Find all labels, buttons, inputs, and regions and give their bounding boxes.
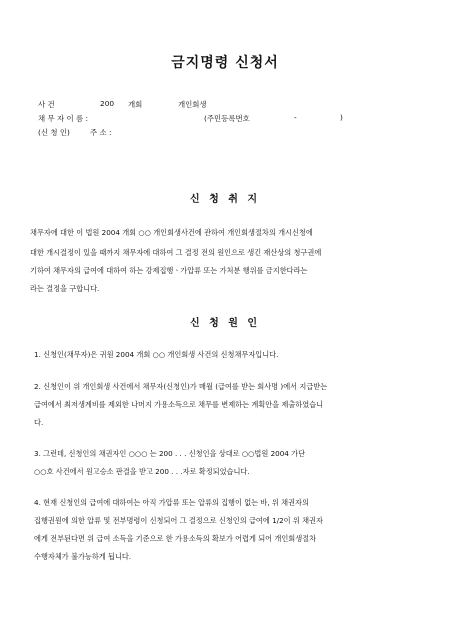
reasons-heading: 신 청 원 인 — [189, 318, 261, 329]
reason-line: 급여에서 최저생계비를 제외한 나머지 가용소득으로 채무를 변제하는 계획안을 제출하였습니 — [34, 400, 324, 409]
reason-line: 3. 그런데, 신청인의 채권자인 ○○○ 는 200 . . . 신청인을 상대로 ○○법원 2004 가단 — [34, 449, 306, 458]
case-kind: 개회 — [128, 100, 143, 109]
debtor-name-label: 채 무 자 이 름 : — [38, 114, 88, 123]
case-year: 200 — [100, 99, 115, 108]
reason-line: 1. 신청인(채무자)은 귀원 2004 개회 ○○ 개인회생 사건의 신청채무자입니다. — [34, 350, 279, 359]
reason-line: 에게 전부된다면 위 급여 소득을 기준으로 한 가용소득의 확보가 어렵게 되어 개인회생절차 — [34, 534, 317, 543]
document-title: 금지명령 신청서 — [171, 55, 279, 71]
reason-line: 2. 신청인이 위 개인회생 사건에서 채무자(신청인)가 매월 (급여를 받는 회사명 )에서 지급받는 — [34, 382, 328, 391]
resident-number-close: ) — [340, 113, 343, 122]
resident-number-label: (주민등록번호 — [204, 114, 250, 123]
case-label: 사 건 — [38, 100, 55, 109]
case-name: 개인회생 — [178, 100, 207, 109]
address-label: 주 소 : — [90, 128, 112, 137]
reason-line: 다. — [34, 418, 44, 427]
purpose-line: 라는 결정을 구합니다. — [30, 284, 100, 293]
resident-number-dash: - — [294, 113, 297, 122]
reason-line: ○○호 사건에서 원고승소 판결을 받고 200 . . .자로 확정되었습니다. — [34, 467, 250, 476]
reason-line: 집행권원에 의한 압류 및 전부명령이 신청되어 그 결정으로 신청인의 급여에 1/2이 위 채권자 — [34, 516, 323, 525]
reason-line: 4. 현재 신청인의 급여에 대하여는 아직 가압류 또는 압류의 집행이 없는 바, 위 채권자의 — [34, 498, 309, 507]
purpose-line: 대한 개시결정이 있을 때까지 채무자에 대하여 그 결정 전의 원인으로 생긴 재산상의 청구권에 — [30, 248, 322, 257]
purpose-line: 채무자에 대한 이 법원 2004 개회 ○○ 개인회생사건에 관하여 개인회생절차의 개시신청에 — [30, 228, 313, 237]
purpose-line: 기하여 채무자의 급여에 대하여 하는 강제집행ㆍ가압류 또는 가처분 행위를 금지한다라는 — [30, 266, 308, 275]
applicant-label: (신 청 인) — [38, 128, 70, 137]
reason-line: 수행자체가 불가능하게 됩니다. — [34, 552, 132, 561]
purpose-heading: 신 청 취 지 — [189, 194, 261, 205]
